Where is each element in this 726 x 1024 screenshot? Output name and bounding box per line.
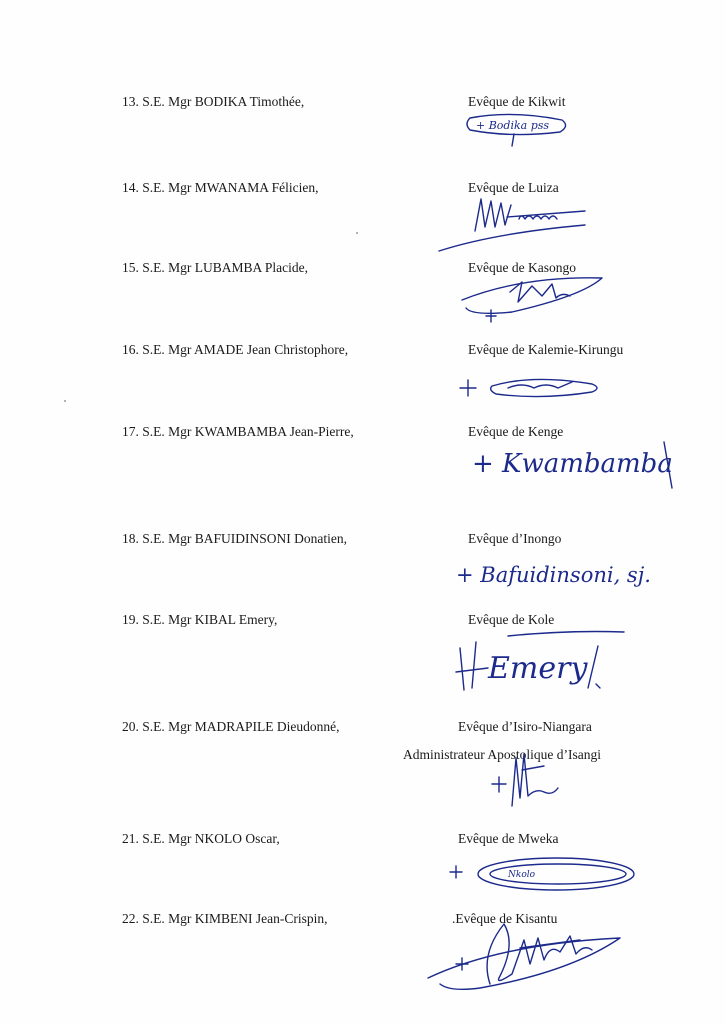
signatory-title: Evêque de Mweka [458,831,559,846]
signatory-title: .Evêque de Kisantu [452,911,558,926]
svg-text:+ Bodika pss: + Bodika pss [476,119,550,132]
signature-mwanama [435,193,595,255]
signatory-name: 22. S.E. Mgr KIMBENI Jean-Crispin, [122,911,328,926]
signatory-title: Evêque de Luiza [468,180,559,195]
signature-amade [452,370,612,406]
scan-speck [356,232,358,234]
scan-speck [64,400,66,402]
signatory-name: 14. S.E. Mgr MWANAMA Félicien, [122,180,319,195]
signatory-name: 15. S.E. Mgr LUBAMBA Placide, [122,260,309,275]
svg-text:Emery: Emery [488,651,588,686]
signature-nkolo [446,852,642,898]
svg-text:+ Bafuidinsoni, sj.: + Bafuidinsoni, sj. [456,563,651,587]
signatory-name: 20. S.E. Mgr MADRAPILE Dieudonné, [122,719,340,734]
signatory-title: Evêque de Kasongo [468,260,576,275]
signature-madrapile [486,748,566,812]
svg-text:+ Kwambamba: + Kwambamba [472,449,673,479]
signatory-title: Evêque d’Isiro-Niangara [458,719,592,734]
signatory-title-secondary: Administrateur Apostolique d’Isangi [403,747,601,762]
signature-kibal [448,628,628,698]
signatory-name: 19. S.E. Mgr KIBAL Emery, [122,612,278,627]
signature-kwambamba [466,430,696,494]
signatory-title: Evêque de Kalemie-Kirungu [468,342,624,357]
signature-bafuidinsoni [452,552,652,594]
signatory-title: Evêque de Kenge [468,424,564,439]
signature-lubamba [452,272,612,324]
signatory-name: 13. S.E. Mgr BODIKA Timothée, [122,94,305,109]
signatory-name: 16. S.E. Mgr AMADE Jean Christophore, [122,342,349,357]
signatory-title: Evêque de Kikwit [468,94,566,109]
signature-kimbeni [420,914,640,998]
signature-bodika [462,112,572,150]
signatory-title: Evêque de Kole [468,612,555,627]
signatory-title: Evêque d’Inongo [468,531,562,546]
signatory-name: 21. S.E. Mgr NKOLO Oscar, [122,831,280,846]
signatory-name: 18. S.E. Mgr BAFUIDINSONI Donatien, [122,531,347,546]
signatory-name: 17. S.E. Mgr KWAMBAMBA Jean-Pierre, [122,424,354,439]
svg-text:Nkolo: Nkolo [508,870,536,880]
